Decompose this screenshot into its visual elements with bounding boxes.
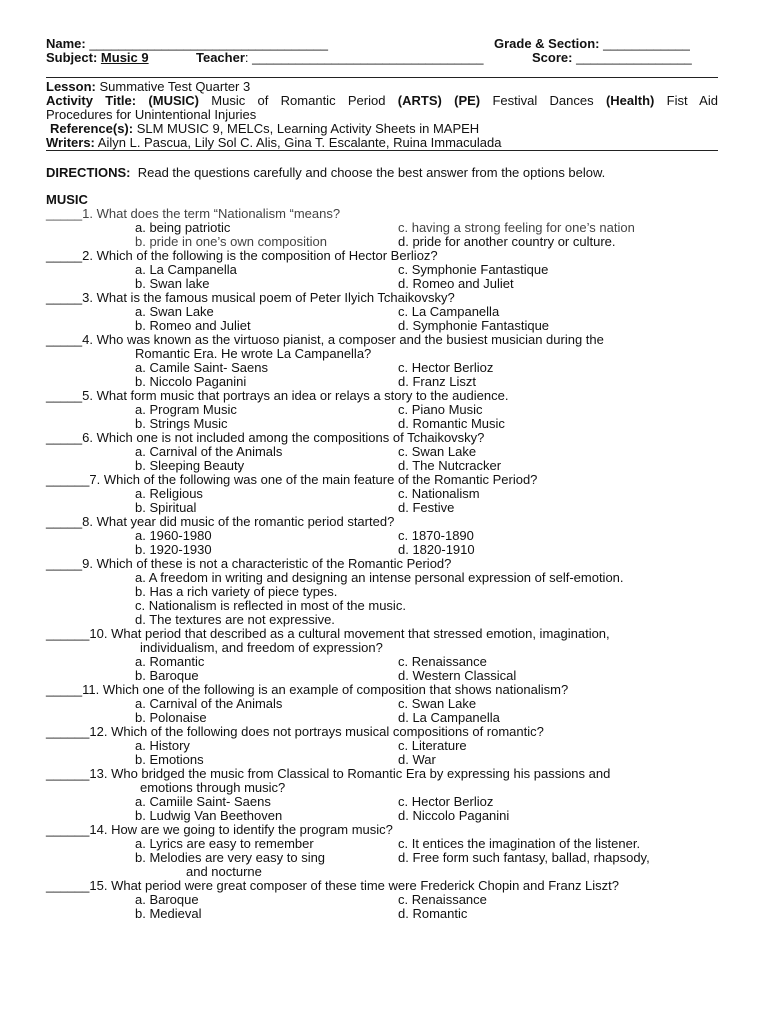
q9-option-c[interactable]: c. Nationalism is reflected in most of the music.: [135, 598, 406, 613]
q14-option-d[interactable]: d. Free form such fantasy, ballad, rhapsody,: [398, 850, 650, 865]
q2-option-b[interactable]: b. Swan lake: [135, 276, 210, 291]
q5-option-d[interactable]: d. Romantic Music: [398, 416, 505, 431]
question-4-continued: Romantic Era. He wrote La Campanella?: [135, 346, 372, 361]
question-13: ______13. Who bridged the music from Classical to Romantic Era by expressing his passions and: [46, 766, 611, 781]
question-13-continued: emotions through music?: [140, 780, 286, 795]
references-label: Reference(s):: [50, 121, 134, 136]
section-title-music: MUSIC: [46, 192, 88, 207]
q4-option-a[interactable]: a. Camile Saint- Saens: [135, 360, 268, 375]
activity-tag-music: (MUSIC): [148, 93, 199, 108]
q13-option-a[interactable]: a. Camiile Saint- Saens: [135, 794, 271, 809]
q9-option-d[interactable]: d. The textures are not expressive.: [135, 612, 335, 627]
lesson-label: Lesson:: [46, 79, 96, 94]
q5-option-b[interactable]: b. Strings Music: [135, 416, 228, 431]
activity-health-title: Fist Aid: [666, 93, 718, 108]
q11-option-d[interactable]: d. La Campanella: [398, 710, 500, 725]
q1-option-c[interactable]: c. having a strong feeling for one’s nation: [398, 220, 635, 235]
name-blank[interactable]: _________________________________: [89, 36, 328, 51]
q14-option-b-continued: and nocturne: [186, 864, 262, 879]
q14-option-a[interactable]: a. Lyrics are easy to remember: [135, 836, 314, 851]
q2-option-c[interactable]: c. Symphonie Fantastique: [398, 262, 549, 277]
q7-option-b[interactable]: b. Spiritual: [135, 500, 197, 515]
q13-option-b[interactable]: b. Ludwig Van Beethoven: [135, 808, 283, 823]
q4-option-c[interactable]: c. Hector Berlioz: [398, 360, 494, 375]
references-value: SLM MUSIC 9, MELCs, Learning Activity Sheets in MAPEH: [136, 121, 480, 136]
question-4: _____4. Who was known as the virtuoso pianist, a composer and the busiest musician during the: [46, 332, 604, 347]
teacher-blank[interactable]: ________________________________: [252, 50, 484, 65]
q8-option-d[interactable]: d. 1820-1910: [398, 542, 475, 557]
activity-pe-title: Festival Dances: [492, 93, 594, 108]
q14-option-b[interactable]: b. Melodies are very easy to sing: [135, 850, 326, 865]
name-row: [46, 37, 718, 51]
writers-label: Writers:: [46, 135, 95, 150]
header: [46, 37, 718, 65]
q3-option-b[interactable]: b. Romeo and Juliet: [135, 318, 251, 333]
q4-option-d[interactable]: d. Franz Liszt: [398, 374, 477, 389]
references-row: [46, 122, 718, 136]
q3-option-d[interactable]: d. Symphonie Fantastique: [398, 318, 550, 333]
lesson-divider: [46, 150, 718, 151]
subject-value: Music 9: [100, 50, 149, 65]
q6-option-b[interactable]: b. Sleeping Beauty: [135, 458, 245, 473]
q7-option-a[interactable]: a. Religious: [135, 486, 203, 501]
activity-tag-arts-pe: (ARTS) (PE): [397, 93, 481, 108]
question-14: ______14. How are we going to identify the program music?: [46, 822, 393, 837]
score-blank[interactable]: ________________: [576, 50, 692, 65]
q6-option-a[interactable]: a. Carnival of the Animals: [135, 444, 283, 459]
activity-music-title: Music of Romantic Period: [211, 93, 386, 108]
q9-option-b[interactable]: b. Has a rich variety of piece types.: [135, 584, 338, 599]
activity-title-row-2: Procedures for Unintentional Injuries: [46, 107, 257, 122]
teacher-label: Teacher: [196, 50, 245, 65]
q1-option-d[interactable]: d. pride for another country or culture.: [398, 234, 616, 249]
question-5: _____5. What form music that portrays an idea or relays a story to the audience.: [46, 388, 509, 403]
lesson-row: [46, 80, 718, 94]
lesson-value: Summative Test Quarter 3: [99, 79, 251, 94]
activity-tag-health: (Health): [605, 93, 655, 108]
name-label: Name:: [46, 36, 86, 51]
q11-option-b[interactable]: b. Polonaise: [135, 710, 207, 725]
directions-text: Read the questions carefully and choose the best answer from the options below.: [137, 165, 606, 180]
activity-title-row: [46, 94, 718, 108]
question-10-continued: individualism, and freedom of expression?: [140, 640, 383, 655]
q8-option-b[interactable]: b. 1920-1930: [135, 542, 212, 557]
q2-option-a[interactable]: a. La Campanella: [135, 262, 237, 277]
activity-title-label: Activity Title:: [46, 93, 137, 108]
q10-option-d[interactable]: d. Western Classical: [398, 668, 517, 683]
question-1: _____1. What does the term “Nationalism “means?: [46, 206, 341, 221]
grade-section-label: Grade & Section:: [494, 36, 600, 51]
q11-option-a[interactable]: a. Carnival of the Animals: [135, 696, 283, 711]
q8-option-a[interactable]: a. 1960-1980: [135, 528, 212, 543]
q12-option-c[interactable]: c. Literature: [398, 738, 467, 753]
q6-option-c[interactable]: c. Swan Lake: [398, 444, 477, 459]
q5-option-a[interactable]: a. Program Music: [135, 402, 237, 417]
question-15: ______15. What period were great composer of these time were Frederick Chopin and Franz Liszt?: [46, 878, 620, 893]
directions-label: DIRECTIONS:: [46, 165, 131, 180]
q5-option-c[interactable]: c. Piano Music: [398, 402, 483, 417]
question-7: ______7. Which of the following was one of the main feature of the Romantic Period?: [46, 472, 538, 487]
q3-option-a[interactable]: a. Swan Lake: [135, 304, 214, 319]
q15-option-d[interactable]: d. Romantic: [398, 906, 468, 921]
q10-option-c[interactable]: c. Renaissance: [398, 654, 487, 669]
q2-option-d[interactable]: d. Romeo and Juliet: [398, 276, 514, 291]
grade-section-blank[interactable]: ____________: [603, 36, 690, 51]
q11-option-c[interactable]: c. Swan Lake: [398, 696, 477, 711]
subject-row: [46, 51, 718, 65]
q4-option-b[interactable]: b. Niccolo Paganini: [135, 374, 247, 389]
question-9: _____9. Which of these is not a characteristic of the Romantic Period?: [46, 556, 452, 571]
q9-option-a[interactable]: a. A freedom in writing and designing an intense personal expression of self-emotion.: [135, 570, 624, 585]
question-12: ______12. Which of the following does not portrays musical compositions of romantic?: [46, 724, 544, 739]
score-label: Score:: [532, 50, 573, 65]
question-8: _____8. What year did music of the romantic period started?: [46, 514, 395, 529]
q15-option-a[interactable]: a. Baroque: [135, 892, 199, 907]
q6-option-d[interactable]: d. The Nutcracker: [398, 458, 502, 473]
q14-option-c[interactable]: c. It entices the imagination of the listener.: [398, 836, 641, 851]
q12-option-a[interactable]: a. History: [135, 738, 190, 753]
q7-option-d[interactable]: d. Festive: [398, 500, 455, 515]
writers-row: [46, 136, 718, 150]
lesson-block: [46, 80, 718, 150]
q15-option-b[interactable]: b. Medieval: [135, 906, 202, 921]
directions: [46, 166, 605, 180]
q8-option-c[interactable]: c. 1870-1890: [398, 528, 474, 543]
q12-option-d[interactable]: d. War: [398, 752, 436, 767]
teacher-colon: :: [244, 50, 249, 65]
q12-option-b[interactable]: b. Emotions: [135, 752, 204, 767]
question-3: _____3. What is the famous musical poem of Peter Ilyich Tchaikovsky?: [46, 290, 455, 305]
writers-value: Ailyn L. Pascua, Lily Sol C. Alis, Gina T. Escalante, Ruina Immaculada: [97, 135, 502, 150]
question-11: _____11. Which one of the following is an example of composition that shows nationalism?: [46, 682, 569, 697]
q10-option-a[interactable]: a. Romantic: [135, 654, 205, 669]
subject-label: Subject:: [46, 50, 98, 65]
question-2: _____2. Which of the following is the composition of Hector Berlioz?: [46, 248, 438, 263]
q13-option-d[interactable]: d. Niccolo Paganini: [398, 808, 510, 823]
q10-option-b[interactable]: b. Baroque: [135, 668, 199, 683]
q13-option-c[interactable]: c. Hector Berlioz: [398, 794, 494, 809]
q1-option-a[interactable]: a. being patriotic: [135, 220, 231, 235]
header-divider: [46, 77, 718, 78]
question-6: _____6. Which one is not included among the compositions of Tchaikovsky?: [46, 430, 485, 445]
q7-option-c[interactable]: c. Nationalism: [398, 486, 480, 501]
q3-option-c[interactable]: c. La Campanella: [398, 304, 500, 319]
q1-option-b[interactable]: b. pride in one’s own composition: [135, 234, 327, 249]
question-10: ______10. What period that described as a cultural movement that stressed emotion, imagination,: [46, 626, 610, 641]
q15-option-c[interactable]: c. Renaissance: [398, 892, 487, 907]
